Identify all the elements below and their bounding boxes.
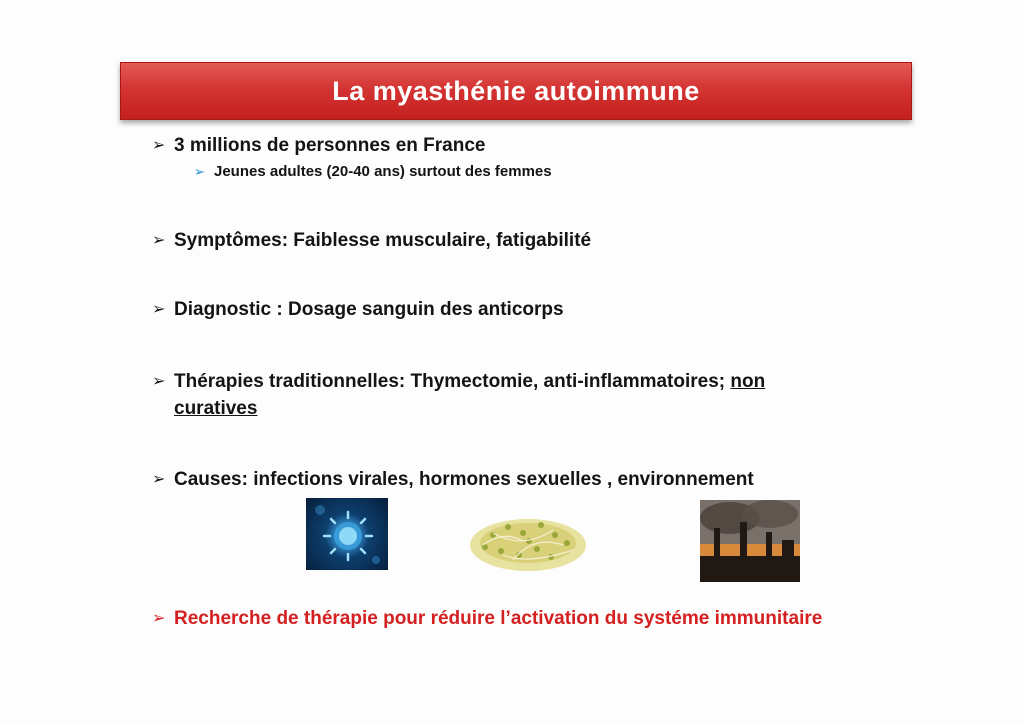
virus-icon bbox=[306, 498, 388, 570]
factory-icon bbox=[700, 500, 800, 582]
bullet-text: 3 millions de personnes en France bbox=[174, 135, 486, 156]
bullet-research bbox=[152, 605, 822, 632]
sub-bullet-text: Jeunes adultes (20-40 ans) surtout des femmes bbox=[214, 163, 552, 180]
bullet-text: Recherche de thérapie pour réduire l’activation du systéme immunitaire bbox=[174, 608, 823, 629]
title-bar bbox=[120, 62, 912, 120]
bullet-text: Diagnostic : Dosage sanguin des anticorps bbox=[174, 299, 564, 320]
bullet-causes bbox=[152, 466, 754, 493]
arrow-bullet-icon: ➢ bbox=[152, 471, 166, 488]
virus-image bbox=[306, 498, 388, 570]
arrow-bullet-icon: ➢ bbox=[152, 137, 166, 154]
arrow-bullet-icon: ➢ bbox=[152, 301, 166, 318]
arrow-bullet-icon: ➢ bbox=[152, 373, 166, 390]
curatives-underlined: curatives bbox=[174, 398, 258, 419]
bullet-text bbox=[174, 368, 765, 422]
slide-title: La myasthénie autoimmune bbox=[332, 75, 700, 106]
arrow-bullet-icon: ➢ bbox=[152, 610, 166, 627]
sub-bullet-demographics bbox=[194, 161, 552, 183]
bullet-therapies bbox=[152, 368, 872, 422]
bullet-text: Causes: infections virales, hormones sexuelles , environnement bbox=[174, 469, 754, 490]
bullet-population bbox=[152, 132, 486, 159]
arrow-bullet-icon: ➢ bbox=[152, 232, 166, 249]
non-curatives-underlined: non bbox=[730, 371, 766, 392]
arrow-sub-bullet-icon: ➢ bbox=[194, 164, 205, 179]
bullet-diagnostic bbox=[152, 296, 564, 323]
bullet-text: Symptômes: Faiblesse musculaire, fatigabilité bbox=[174, 230, 592, 251]
sprouts-icon bbox=[463, 505, 593, 577]
factory-pollution-image bbox=[700, 500, 800, 582]
bullet-symptoms bbox=[152, 227, 591, 254]
therapies-text: Thérapies traditionnelles: Thymectomie, anti-inflammatoires; bbox=[174, 371, 731, 392]
sprouts-image bbox=[463, 505, 593, 577]
